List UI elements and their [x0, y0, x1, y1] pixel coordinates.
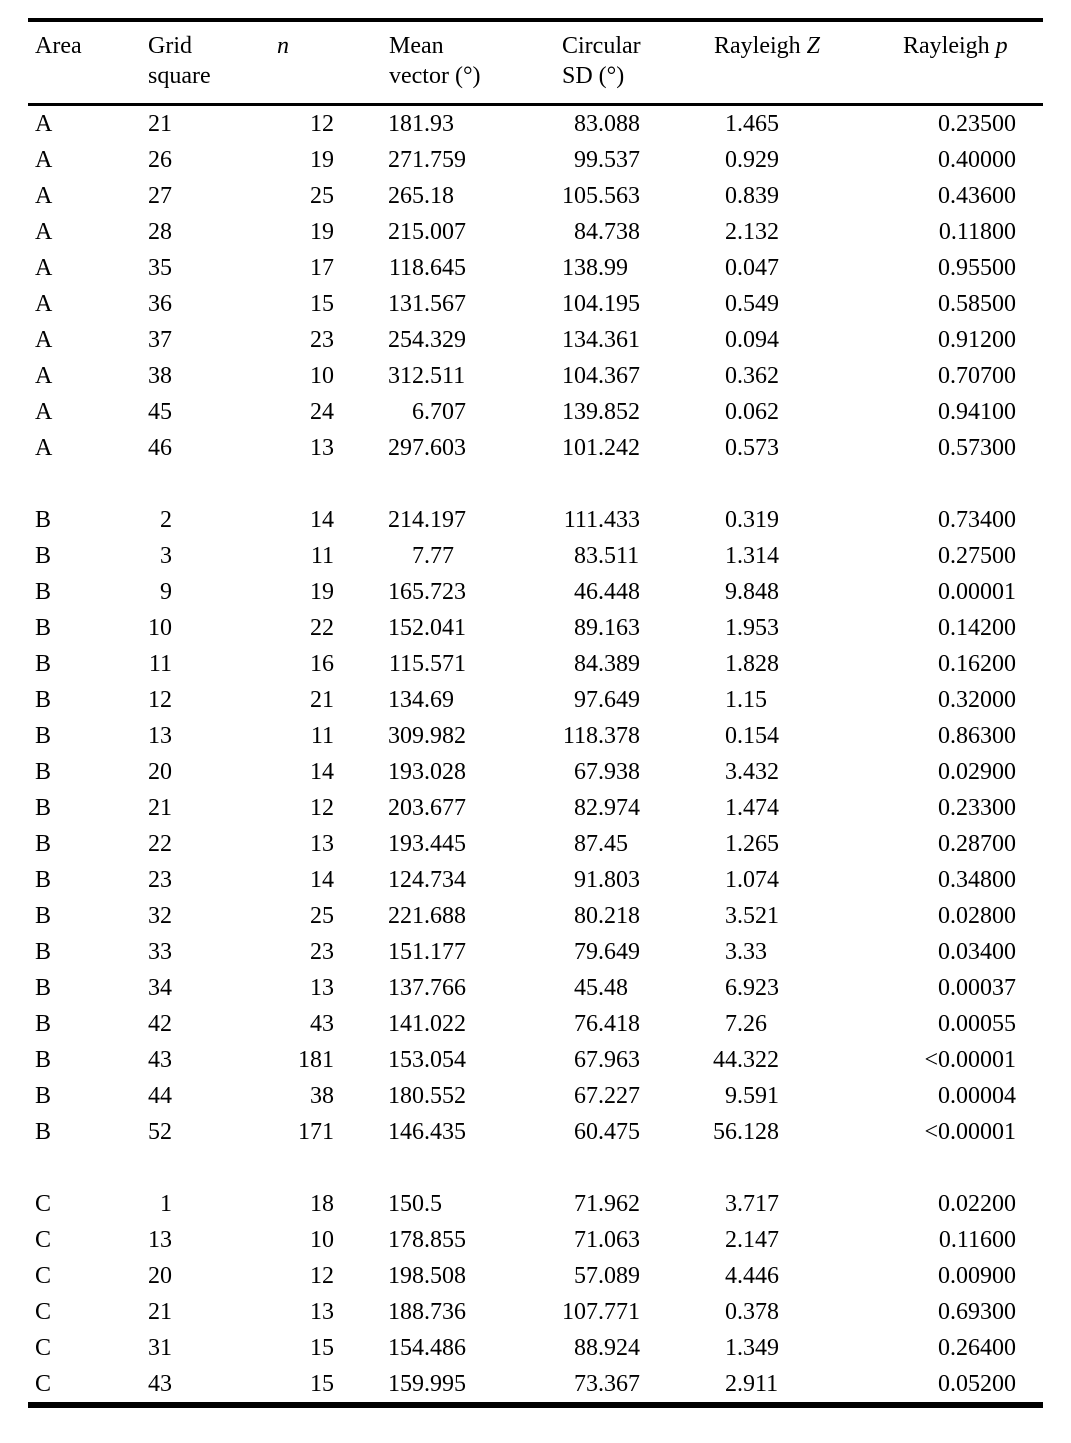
cell: 97.649	[574, 687, 640, 713]
cell: 1.953	[725, 615, 779, 641]
cell: 84.389	[574, 651, 640, 677]
table-row	[28, 646, 1043, 682]
cell: 87.45	[574, 831, 628, 857]
cell: 141.022	[388, 1011, 466, 1037]
cell: 1.828	[725, 651, 779, 677]
cell: 57.089	[574, 1263, 640, 1289]
cell: 42	[148, 1011, 172, 1037]
cell: 38	[310, 1083, 334, 1109]
table-row	[28, 502, 1043, 538]
cell: 35	[148, 255, 172, 281]
cell: C	[35, 1191, 52, 1217]
cell: 0.00001	[938, 579, 1016, 605]
cell: 0.23300	[938, 795, 1016, 821]
cell: 12	[310, 1263, 334, 1289]
cell: 21	[310, 687, 334, 713]
cell: 188.736	[388, 1299, 466, 1325]
cell: C	[35, 1227, 52, 1253]
cell: A	[35, 291, 53, 317]
cell: 67.963	[574, 1047, 640, 1073]
cell: 214.197	[388, 507, 466, 533]
cell: 9.591	[725, 1083, 779, 1109]
cell: 13	[148, 723, 172, 749]
table-row	[28, 178, 1043, 214]
table-row	[28, 862, 1043, 898]
cell: 26	[148, 147, 172, 173]
cell: 52	[148, 1119, 172, 1145]
table-row	[28, 574, 1043, 610]
cell: 46	[148, 435, 172, 461]
cell: 0.00037	[938, 975, 1016, 1001]
cell: A	[35, 435, 53, 461]
cell: 2.911	[725, 1371, 779, 1397]
cell: 99.537	[574, 147, 640, 173]
cell: 19	[310, 147, 334, 173]
cell: 0.34800	[938, 867, 1016, 893]
table-row	[28, 1006, 1043, 1042]
cell: 0.95500	[938, 255, 1016, 281]
cell: 44	[148, 1083, 172, 1109]
cell: 67.227	[574, 1083, 640, 1109]
cell: B	[35, 867, 52, 893]
rayleigh-statistics-table	[28, 18, 1043, 1408]
cell: 151.177	[388, 939, 466, 965]
cell: <0.00001	[924, 1047, 1016, 1073]
cell: 137.766	[388, 975, 466, 1001]
cell: B	[35, 687, 52, 713]
cell: 19	[310, 219, 334, 245]
cell: 44.322	[713, 1047, 779, 1073]
cell: B	[35, 543, 52, 569]
col-header-grid-square	[141, 20, 270, 105]
cell: 0.573	[725, 435, 779, 461]
cell: C	[35, 1335, 52, 1361]
cell: 0.23500	[938, 111, 1016, 137]
cell: 104.195	[562, 291, 640, 317]
cell: 118.645	[388, 255, 466, 281]
table-row	[28, 1222, 1043, 1258]
cell: B	[35, 1083, 52, 1109]
cell: 153.054	[388, 1047, 466, 1073]
cell: 20	[148, 1263, 172, 1289]
cell: 13	[310, 831, 334, 857]
cell: 23	[310, 939, 334, 965]
col-header-mean-line1: Mean	[389, 33, 444, 59]
cell: 36	[148, 291, 172, 317]
cell: 24	[310, 399, 334, 425]
cell: 178.855	[388, 1227, 466, 1253]
table-row	[28, 1366, 1043, 1405]
cell: 1.074	[725, 867, 779, 893]
cell: 79.649	[574, 939, 640, 965]
cell: 15	[310, 1371, 334, 1397]
cell: 0.00004	[938, 1083, 1016, 1109]
cell: 0.062	[725, 399, 779, 425]
cell: 0.00055	[938, 1011, 1016, 1037]
table-row	[28, 790, 1043, 826]
cell: <0.00001	[924, 1119, 1016, 1145]
cell: 150.5	[388, 1191, 442, 1217]
cell: B	[35, 507, 52, 533]
cell: 9.848	[725, 579, 779, 605]
cell: 3.33	[725, 939, 767, 965]
cell: C	[35, 1299, 52, 1325]
page	[0, 18, 1071, 1443]
cell: 9	[160, 579, 172, 605]
cell: 3.717	[725, 1191, 779, 1217]
cell: 7.26	[725, 1011, 767, 1037]
cell: 16	[310, 651, 334, 677]
cell: 83.088	[574, 111, 640, 137]
cell: A	[35, 219, 53, 245]
cell: B	[35, 651, 52, 677]
col-header-mean-line2: vector (°)	[389, 63, 481, 89]
table-body	[28, 105, 1043, 1406]
cell: 15	[310, 291, 334, 317]
cell: 101.242	[562, 435, 640, 461]
cell: B	[35, 1119, 52, 1145]
cell: 111.433	[563, 507, 640, 533]
table-row	[28, 1042, 1043, 1078]
cell: 0.094	[725, 327, 779, 353]
cell: 32	[148, 903, 172, 929]
table-row	[28, 826, 1043, 862]
cell: 0.70700	[938, 363, 1016, 389]
cell: 43	[310, 1011, 334, 1037]
cell: 45.48	[574, 975, 628, 1001]
table-row	[28, 1258, 1043, 1294]
cell: B	[35, 795, 52, 821]
cell: 134.69	[388, 687, 454, 713]
table-row	[28, 610, 1043, 646]
table-row	[28, 430, 1043, 466]
cell: 17	[310, 255, 334, 281]
cell: 73.367	[574, 1371, 640, 1397]
cell: 1.265	[725, 831, 779, 857]
cell: 0.43600	[938, 183, 1016, 209]
cell: 7.77	[412, 543, 454, 569]
cell: 43	[148, 1047, 172, 1073]
cell: 0.11600	[938, 1227, 1016, 1253]
cell: 11	[310, 543, 334, 569]
col-header-rayleigh-p-symbol: p	[995, 33, 1008, 59]
cell: B	[35, 1047, 52, 1073]
cell: 154.486	[388, 1335, 466, 1361]
cell: 297.603	[388, 435, 466, 461]
cell: 0.27500	[938, 543, 1016, 569]
cell: 152.041	[388, 615, 466, 641]
cell: B	[35, 903, 52, 929]
cell: A	[35, 111, 53, 137]
cell: 14	[310, 867, 334, 893]
cell: 37	[148, 327, 172, 353]
cell: 15	[310, 1335, 334, 1361]
cell: A	[35, 363, 53, 389]
cell: 0.02800	[938, 903, 1016, 929]
cell: 71.063	[574, 1227, 640, 1253]
cell: 67.938	[574, 759, 640, 785]
table-row	[28, 1114, 1043, 1150]
cell: 12	[310, 111, 334, 137]
cell: 1.465	[725, 111, 779, 137]
header-row	[28, 20, 1043, 105]
cell: 14	[310, 507, 334, 533]
cell: 105.563	[562, 183, 640, 209]
cell: 138.99	[562, 255, 628, 281]
cell: 312.511	[388, 363, 466, 389]
table-row	[28, 286, 1043, 322]
cell: 22	[310, 615, 334, 641]
cell: 21	[148, 1299, 172, 1325]
cell: 118.378	[562, 723, 640, 749]
cell: 12	[148, 687, 172, 713]
cell: 43	[148, 1371, 172, 1397]
cell: 1.474	[725, 795, 779, 821]
cell: 0.57300	[938, 435, 1016, 461]
cell: 107.771	[562, 1299, 640, 1325]
cell: 0.86300	[938, 723, 1016, 749]
cell: 221.688	[388, 903, 466, 929]
cell: 38	[148, 363, 172, 389]
cell: 124.734	[388, 867, 466, 893]
cell: 20	[148, 759, 172, 785]
cell: 82.974	[574, 795, 640, 821]
table-row	[28, 1078, 1043, 1114]
cell: 46.448	[574, 579, 640, 605]
col-header-mean-vector	[388, 20, 560, 105]
cell: 271.759	[388, 147, 466, 173]
table-row	[28, 1330, 1043, 1366]
cell: A	[35, 147, 53, 173]
table-row	[28, 754, 1043, 790]
cell: 13	[310, 1299, 334, 1325]
cell: 0.32000	[938, 687, 1016, 713]
table-row	[28, 898, 1043, 934]
cell: 0.02900	[938, 759, 1016, 785]
col-header-n	[270, 20, 388, 105]
cell: 0.047	[725, 255, 779, 281]
cell: 1	[160, 1191, 172, 1217]
cell: 0.378	[725, 1299, 779, 1325]
cell: 181.93	[388, 111, 454, 137]
cell: 11	[148, 651, 172, 677]
cell: 0.11800	[938, 219, 1016, 245]
cell: 0.73400	[938, 507, 1016, 533]
cell: 60.475	[574, 1119, 640, 1145]
cell: 71.962	[574, 1191, 640, 1217]
cell: 76.418	[574, 1011, 640, 1037]
group-separator	[28, 466, 1043, 502]
cell: C	[35, 1371, 52, 1397]
cell: 1.15	[725, 687, 767, 713]
cell: 198.508	[388, 1263, 466, 1289]
table-row	[28, 214, 1043, 250]
cell: 0.929	[725, 147, 779, 173]
col-header-area	[28, 20, 141, 105]
cell: 13	[310, 975, 334, 1001]
cell: 23	[310, 327, 334, 353]
cell: 12	[310, 795, 334, 821]
cell: 171	[298, 1119, 334, 1145]
cell: A	[35, 327, 53, 353]
cell: 88.924	[574, 1335, 640, 1361]
cell: 6.707	[412, 399, 466, 425]
cell: B	[35, 1011, 52, 1037]
cell: 25	[310, 183, 334, 209]
table-row	[28, 934, 1043, 970]
cell: 22	[148, 831, 172, 857]
cell: 80.218	[574, 903, 640, 929]
table-row	[28, 358, 1043, 394]
cell: 14	[310, 759, 334, 785]
cell: B	[35, 579, 52, 605]
cell: 11	[310, 723, 334, 749]
cell: 180.552	[388, 1083, 466, 1109]
cell: B	[35, 831, 52, 857]
cell: 56.128	[713, 1119, 779, 1145]
cell: A	[35, 399, 53, 425]
cell: C	[35, 1263, 52, 1289]
table-row	[28, 322, 1043, 358]
cell: 34	[148, 975, 172, 1001]
cell: B	[35, 939, 52, 965]
cell: 2.132	[725, 219, 779, 245]
cell: 0.91200	[938, 327, 1016, 353]
cell: 1.349	[725, 1335, 779, 1361]
cell: 2.147	[725, 1227, 779, 1253]
cell: 13	[310, 435, 334, 461]
cell: 203.677	[388, 795, 466, 821]
cell: 0.319	[725, 507, 779, 533]
cell: 10	[310, 363, 334, 389]
cell: 146.435	[388, 1119, 466, 1145]
cell: 104.367	[562, 363, 640, 389]
cell: 134.361	[562, 327, 640, 353]
cell: 159.995	[388, 1371, 466, 1397]
table-row	[28, 394, 1043, 430]
cell: 6.923	[725, 975, 779, 1001]
cell: 0.69300	[938, 1299, 1016, 1325]
cell: 115.571	[388, 651, 466, 677]
cell: 83.511	[574, 543, 640, 569]
col-header-n-label: n	[277, 33, 289, 59]
table-row	[28, 105, 1043, 143]
cell: 27	[148, 183, 172, 209]
cell: 31	[148, 1335, 172, 1361]
cell: 131.567	[388, 291, 466, 317]
cell: 91.803	[574, 867, 640, 893]
cell: 10	[310, 1227, 334, 1253]
cell: 13	[148, 1227, 172, 1253]
table-row	[28, 250, 1043, 286]
table-row	[28, 1186, 1043, 1222]
cell: 10	[148, 615, 172, 641]
cell: 254.329	[388, 327, 466, 353]
col-header-grid-line1: Grid	[148, 33, 192, 59]
table-row	[28, 682, 1043, 718]
cell: 0.02200	[938, 1191, 1016, 1217]
col-header-circular-sd	[560, 20, 713, 105]
col-header-rayleigh-p	[902, 20, 1043, 105]
cell: 0.40000	[938, 147, 1016, 173]
cell: A	[35, 255, 53, 281]
cell: 4.446	[725, 1263, 779, 1289]
cell: 0.00900	[938, 1263, 1016, 1289]
table-row	[28, 718, 1043, 754]
cell: 1.314	[725, 543, 779, 569]
table-row	[28, 538, 1043, 574]
cell: 2	[160, 507, 172, 533]
cell: 0.154	[725, 723, 779, 749]
table-row	[28, 970, 1043, 1006]
cell: 25	[310, 903, 334, 929]
cell: 0.94100	[938, 399, 1016, 425]
col-header-sd-line1: Circular	[562, 33, 641, 59]
cell: 0.362	[725, 363, 779, 389]
cell: 0.839	[725, 183, 779, 209]
cell: B	[35, 759, 52, 785]
cell: 3.432	[725, 759, 779, 785]
cell: 165.723	[388, 579, 466, 605]
col-header-rayleigh-z	[713, 20, 902, 105]
cell: 89.163	[574, 615, 640, 641]
cell: 0.05200	[938, 1371, 1016, 1397]
col-header-rayleigh-z-symbol: Z	[806, 33, 821, 59]
table-row	[28, 142, 1043, 178]
cell: 21	[148, 111, 172, 137]
cell: B	[35, 723, 52, 749]
cell: 3.521	[725, 903, 779, 929]
col-header-rayleigh-z-text: Rayleigh	[714, 33, 807, 59]
cell: 3	[160, 543, 172, 569]
cell: 45	[148, 399, 172, 425]
cell: 193.028	[388, 759, 466, 785]
cell: 193.445	[388, 831, 466, 857]
table-container	[28, 18, 1043, 1408]
col-header-area-label: Area	[35, 33, 82, 59]
cell: 0.58500	[938, 291, 1016, 317]
cell: 215.007	[388, 219, 466, 245]
cell: 23	[148, 867, 172, 893]
cell: 0.26400	[938, 1335, 1016, 1361]
cell: 21	[148, 795, 172, 821]
cell: 0.28700	[938, 831, 1016, 857]
cell: B	[35, 615, 52, 641]
cell: B	[35, 975, 52, 1001]
col-header-rayleigh-p-text: Rayleigh	[903, 33, 996, 59]
cell: 0.03400	[938, 939, 1016, 965]
cell: 265.18	[388, 183, 454, 209]
group-separator	[28, 1150, 1043, 1186]
table-row	[28, 1294, 1043, 1330]
cell: 18	[310, 1191, 334, 1217]
cell: 33	[148, 939, 172, 965]
cell: 309.982	[388, 723, 466, 749]
cell: 0.16200	[938, 651, 1016, 677]
cell: A	[35, 183, 53, 209]
cell: 84.738	[574, 219, 640, 245]
cell: 19	[310, 579, 334, 605]
cell: 181	[298, 1047, 334, 1073]
col-header-sd-line2: SD (°)	[562, 63, 625, 89]
cell: 0.14200	[938, 615, 1016, 641]
col-header-grid-line2: square	[148, 63, 211, 89]
cell: 0.549	[725, 291, 779, 317]
cell: 139.852	[562, 399, 640, 425]
cell: 28	[148, 219, 172, 245]
